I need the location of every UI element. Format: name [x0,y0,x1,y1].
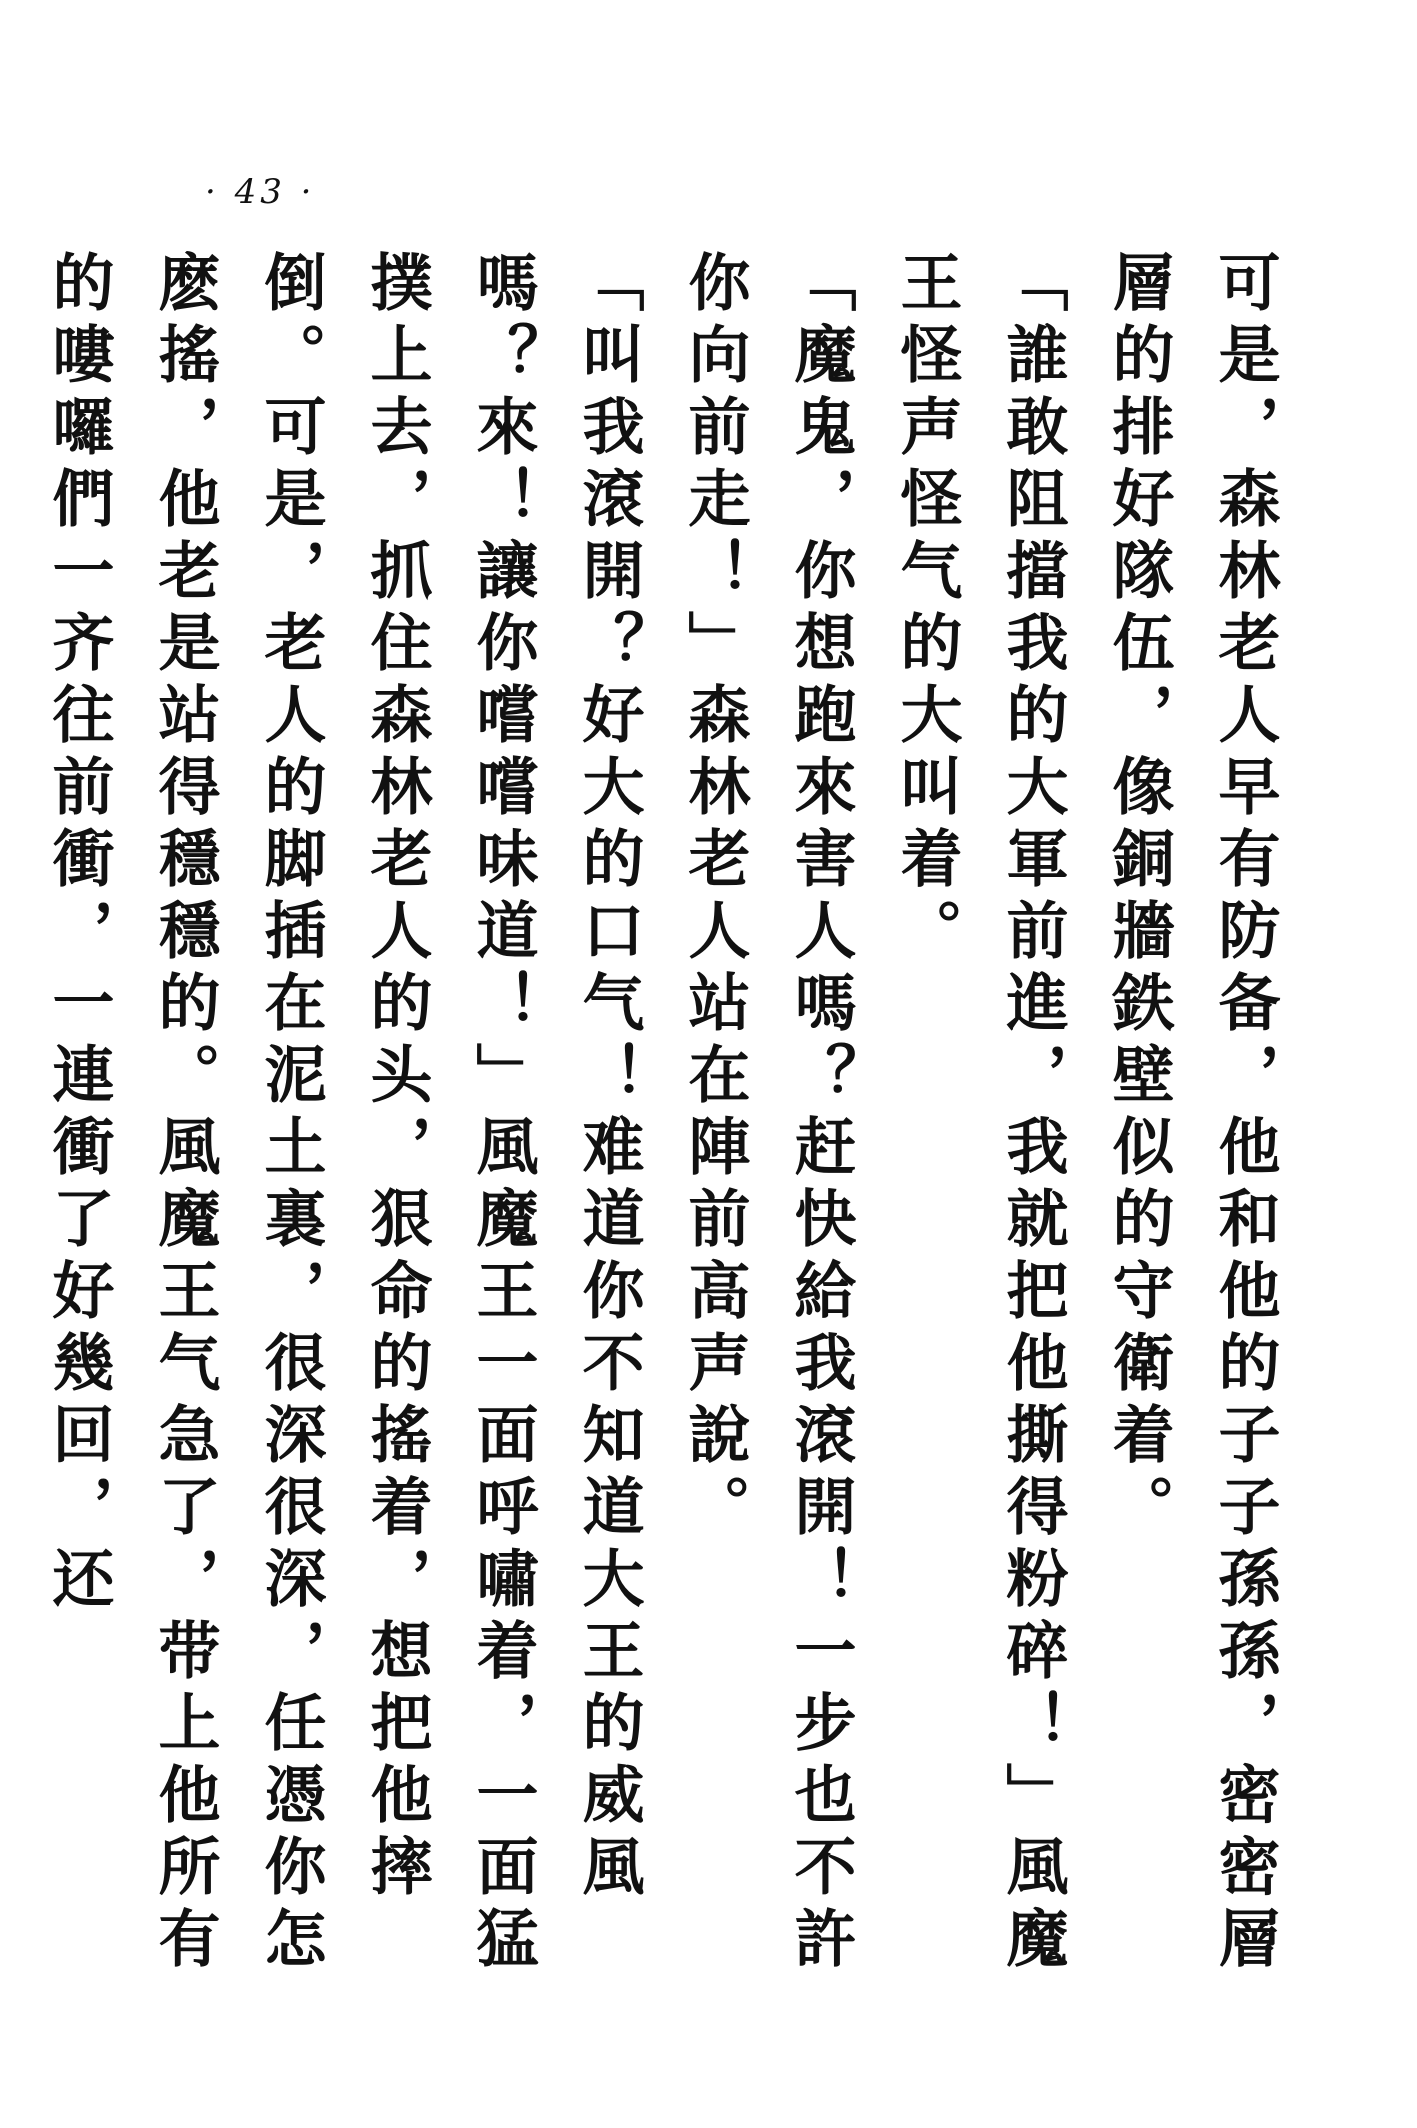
paragraph: 「魔鬼，你想跑來害人嗎？赶快給我滾開！一步也不許你向前走！」森林老人站在陣前高声說。 [678,250,857,1978]
paragraph: 「誰敢阻擋我的大軍前進，我就把他撕得粉碎！」風魔王怪声怪气的大叫着。 [890,250,1069,1978]
vertical-text-body [42,250,1297,2010]
page-number: · 43 · [205,172,316,212]
paragraph: 「叫我滾開？好大的口气！难道你不知道大王的威風嗎？來！讓你嚐嚐味道！」風魔王一面呼嘯着，一面猛撲上去，抓住森林老人的头，狠命的搖着，想把他摔倒。可是，老人的脚插在泥土裏，很深很深，任憑你怎麽搖，他老是站得穩穩的。風魔王气急了，带上他所有的嘍囉們一齐往前衝，一連衝了好幾回，还 [42,250,645,1978]
paragraph: 可是，森林老人早有防备，他和他的子子孫孫，密密層層的排好隊伍，像銅牆鉄壁似的守衛着。 [1102,250,1281,1978]
